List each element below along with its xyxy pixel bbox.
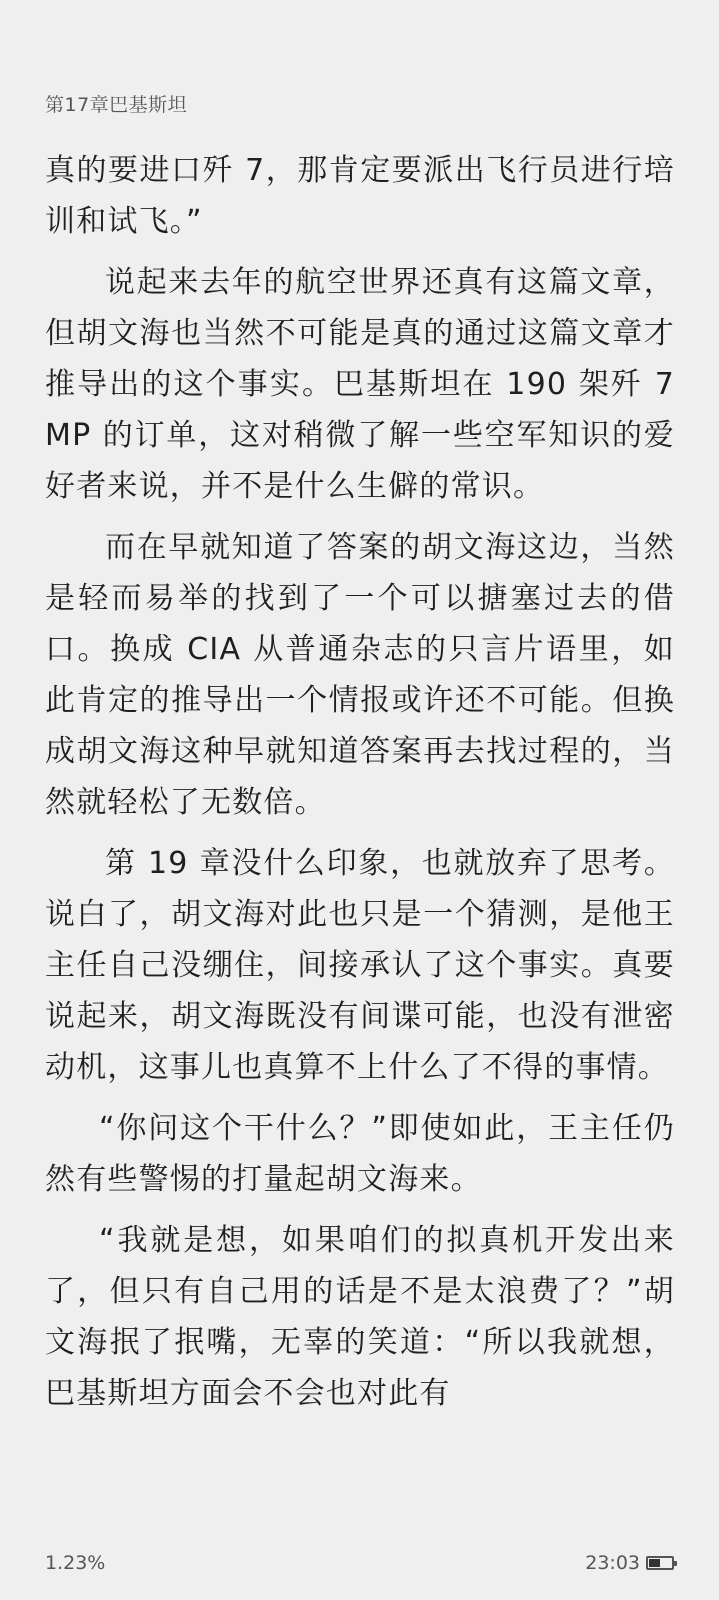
paragraph-2: 说起来去年的航空世界还真有这篇文章，但胡文海也当然不可能是真的通过这篇文章才推导出的这个事实。巴基斯坦在 190 架歼 7MP 的订单，这对稍微了解一些空军知识的爱好者来说，并不是什么生僻的常识。: [45, 265, 675, 504]
reader-status-bar: [45, 1551, 674, 1575]
paragraph-4: 第 19 章没什么印象，也就放弃了思考。说白了，胡文海对此也只是一个猜测，是他王主任自己没绷住，间接承认了这个事实。真要说起来，胡文海既没有间谍可能，也没有泄密动机，这事儿也真算不上什么了不得的事情。: [45, 846, 675, 1085]
reading-progress: 1.23%: [45, 1552, 106, 1574]
battery-level: [649, 1559, 660, 1567]
chapter-title: 第17章巴基斯坦: [45, 94, 188, 116]
battery-icon: [646, 1556, 674, 1570]
paragraph-6: “我就是想，如果咱们的拟真机开发出来了，但只有自己用的话是不是太浪费了？”胡文海抿了抿嘴，无辜的笑道：“所以我就想，巴基斯坦方面会不会也对此有: [45, 1223, 675, 1411]
paragraph-5: “你问这个干什么？”即使如此，王主任仍然有些警惕的打量起胡文海来。: [45, 1111, 675, 1197]
paragraph-1: 真的要进口歼 7，那肯定要派出飞行员进行培训和试飞。”: [45, 153, 675, 239]
status-right-group: [585, 1552, 674, 1574]
clock-time: 23:03: [585, 1552, 640, 1574]
reader-content[interactable]: [45, 145, 675, 1429]
paragraph-3: 而在早就知道了答案的胡文海这边，当然是轻而易举的找到了一个可以搪塞过去的借口。换成 CIA 从普通杂志的只言片语里，如此肯定的推导出一个情报或许还不可能。但换成胡文海这种早就知道答案再去找过程的，当然就轻松了无数倍。: [45, 530, 675, 820]
